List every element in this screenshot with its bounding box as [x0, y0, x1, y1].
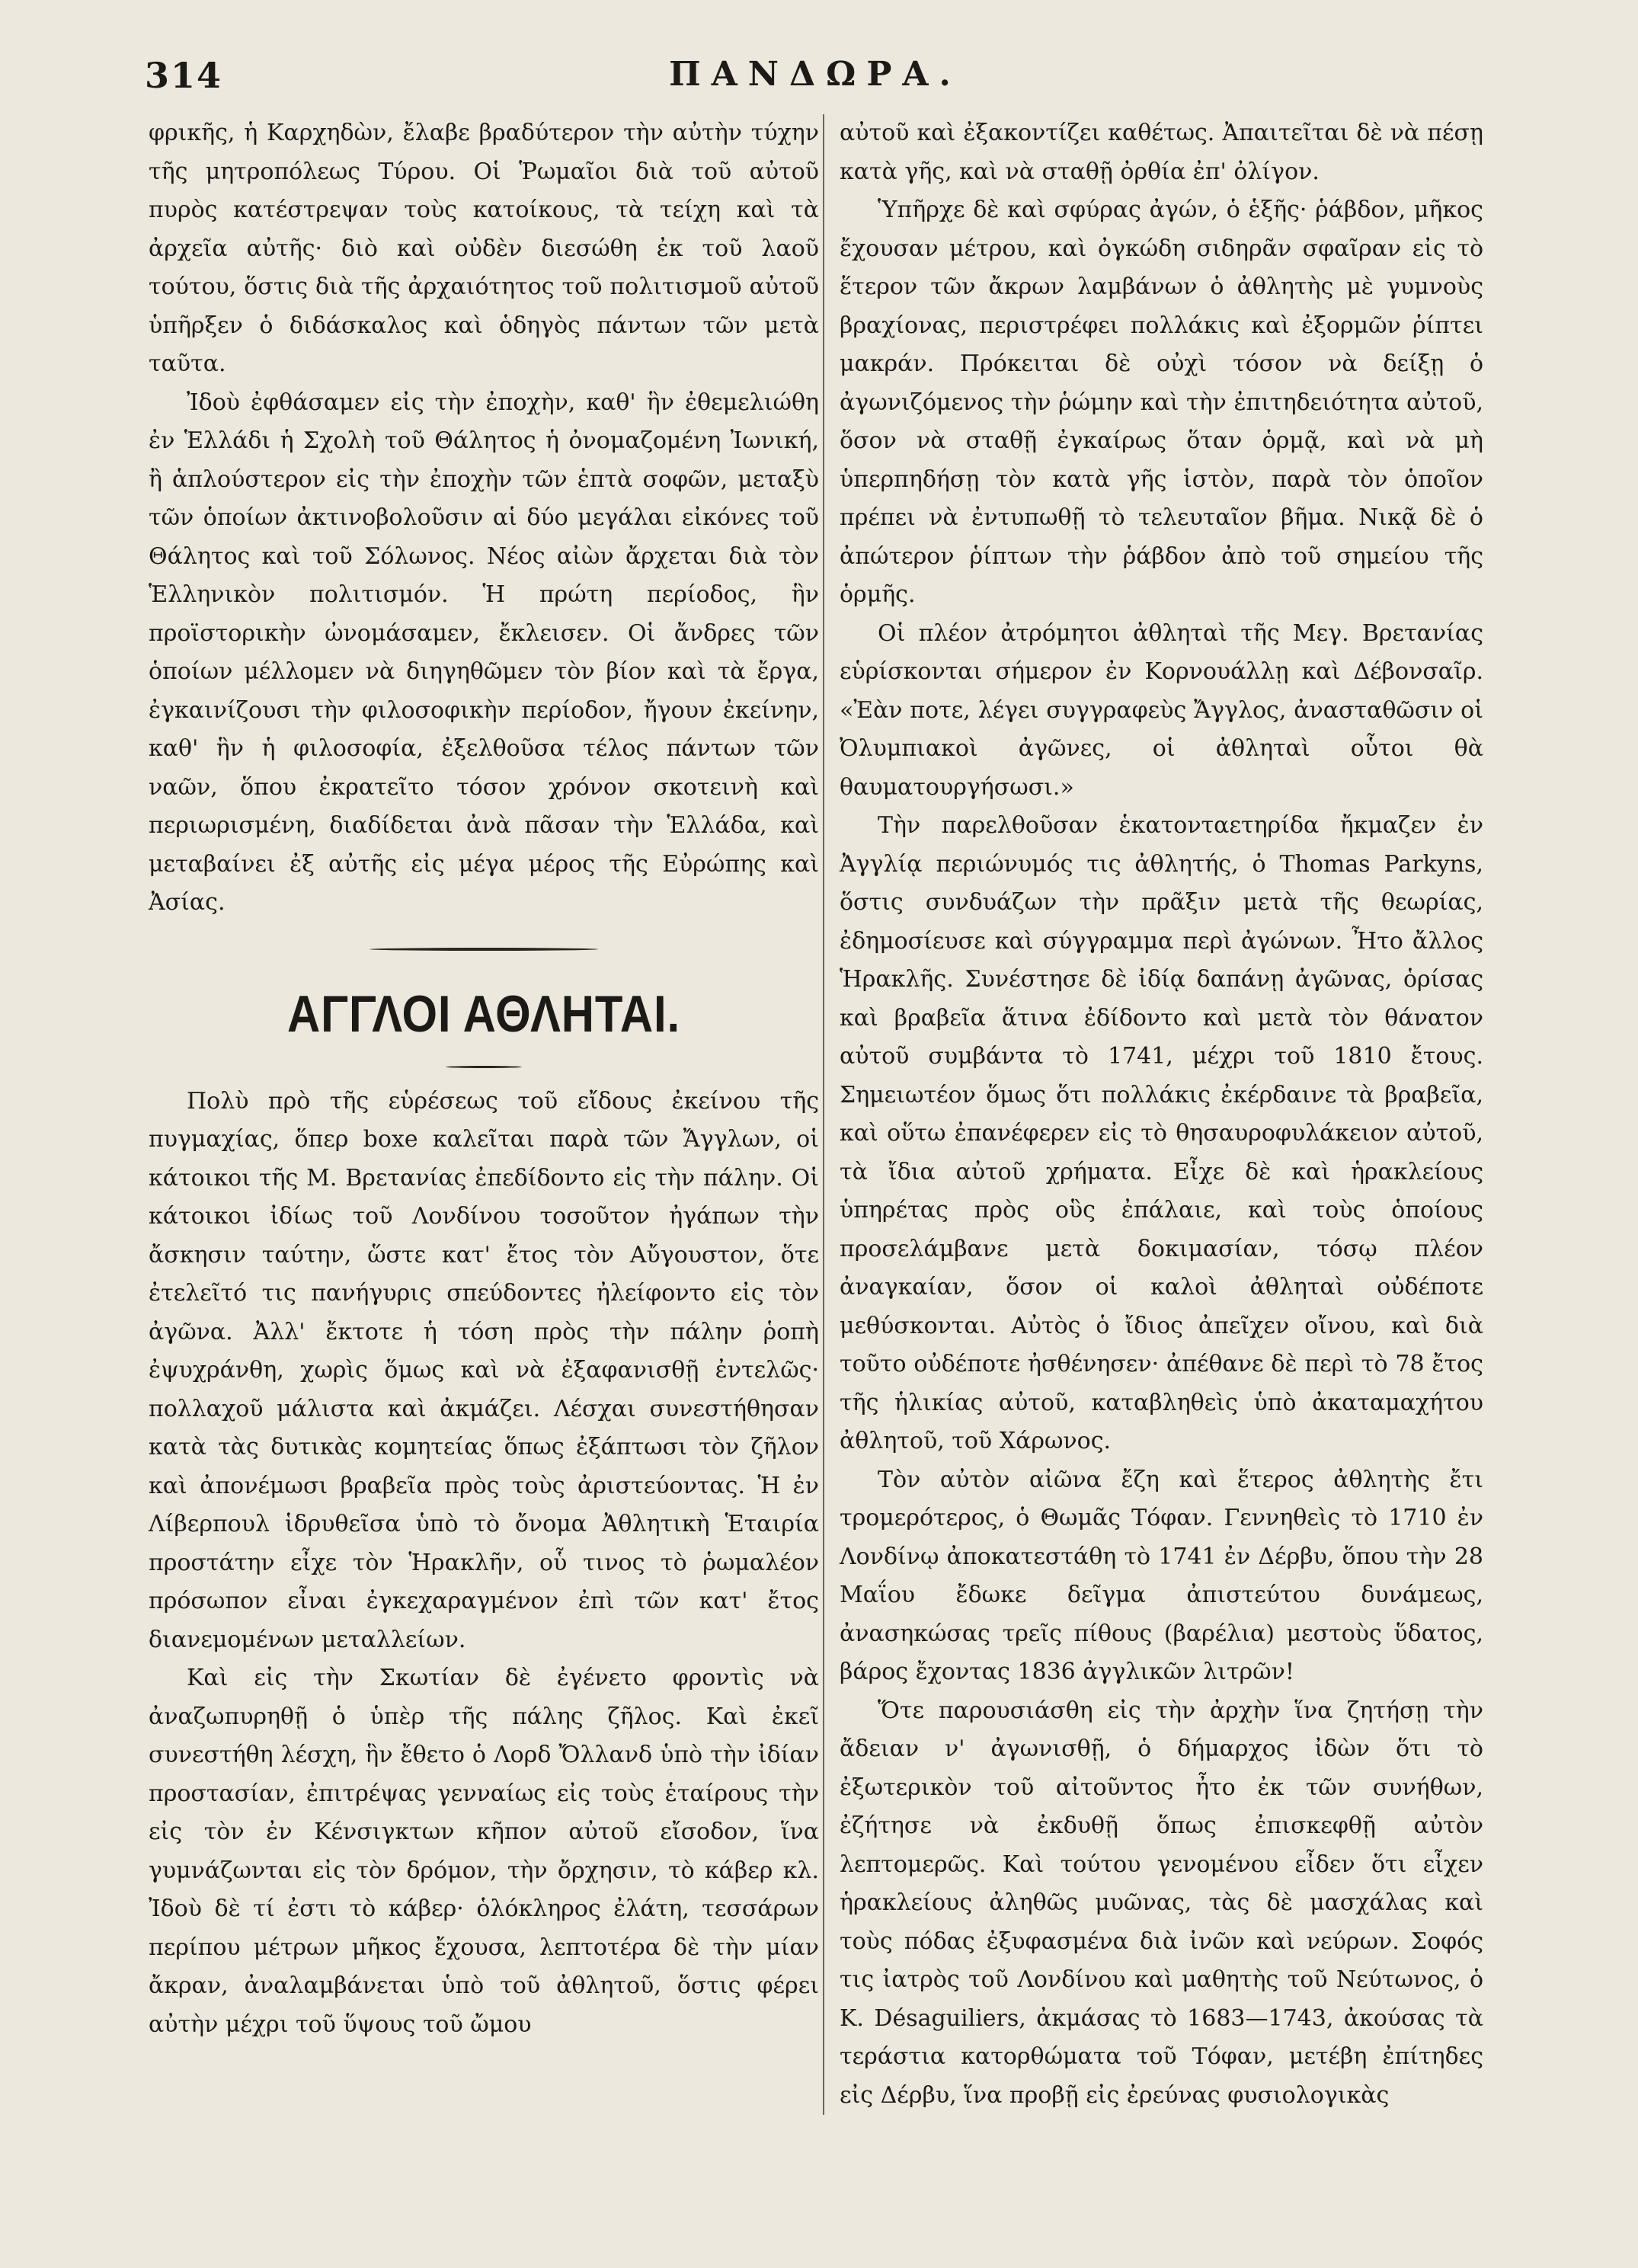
right-column — [823, 114, 1483, 2115]
right-paragraph-2: Ὑπῆρχε δὲ καὶ σφύρας ἀγών, ὁ ἑξῆς· ῥάβδον, μῆκος ἔχουσαν μέτρου, καὶ ὀγκώδη σιδηρᾶν σφαῖραν εἰς τὸ ἕτερον τῶν ἄκρων λαμβάνων ὁ ἀθλητὴς μὲ γυμνοὺς βραχίονας, περιστρέφει πολλάκις καὶ ἐξορμῶν ῥίπτει μακράν. Πρόκειται δὲ οὐχὶ τόσον νὰ δείξῃ ὁ ἀγωνιζόμενος τὴν ῥώμην καὶ τὴν ἐπιτηδειότητα αὐτοῦ, ὅσον νὰ σταθῇ ἐγκαίρως ὅταν ὁρμᾷ, καὶ νὰ μὴ ὑπερπηδήσῃ τὸν κατὰ γῆς ἱστὸν, παρὰ τὸν ὁποῖον πρέπει νὰ ἐντυπωθῇ τὸ τελευταῖον βῆμα. Νικᾷ δὲ ὁ ἀπώτερον ῥίπτων τὴν ῥάβδον ἀπὸ τοῦ σημείου τῆς ὁρμῆς. — [840, 197, 1483, 608]
section-divider — [149, 923, 819, 976]
left-paragraph-4: Καὶ εἰς τὴν Σκωτίαν δὲ ἐγένετο φροντὶς νὰ ἀναζωπυρηθῇ ὁ ὑπὲρ τῆς πάλης ζῆλος. Καὶ ἐκεῖ συνεστήθη λέσχη, ἣν ἔθετο ὁ Λορδ Ὄλλανδ ὑπὸ τὴν ἰδίαν προστασίαν, ἐπιτρέψας γενναίως εἰς τοὺς ἑταίρους τὴν εἰς τὸν ἐν Κένσιγκτων κῆπον αὐτοῦ εἴσοδον, ἵνα γυμνάζωνται εἰς τὸν δρόμον, τὴν ὄρχησιν, τὸ κάβερ κλ. Ἰδοὺ δὲ τί ἐστι τὸ κάβερ· ὁλόκληρος ἐλάτη, τεσσάρων περίπου μέτρων μῆκος ἔχουσα, λεπτοτέρα δὲ τὴν μίαν ἄκραν, ἀναλαμβάνεται ὑπὸ τοῦ ἀθλητοῦ, ὅστις φέρει αὐτὴν μέχρι τοῦ ὕψους τοῦ ὤμου — [149, 1665, 819, 2038]
left-paragraph-1: φρικῆς, ἡ Καρχηδὼν, ἔλαβε βραδύτερον τὴν αὐτὴν τύχην τῆς μητροπόλεως Τύρου. Οἱ Ῥωμαῖοι διὰ τοῦ αὐτοῦ πυρὸς κατέστρεψαν τοὺς κατοίκους, τὰ τείχη καὶ τὰ ἀρχεῖα αὐτῆς· διὸ καὶ οὐδὲν διεσώθη ἐκ τοῦ λαοῦ τούτου, ὅστις διὰ τῆς ἀρχαιότητος τοῦ πολιτισμοῦ αὐτοῦ ὑπῆρξεν ὁ διδάσκαλος καὶ ὁδηγὸς πάντων τῶν μετὰ ταῦτα. — [149, 120, 819, 377]
page-number: 314 — [145, 55, 223, 96]
left-paragraph-3: Πολὺ πρὸ τῆς εὑρέσεως τοῦ εἴδους ἐκείνου τῆς πυγμαχίας, ὅπερ boxe καλεῖται παρὰ τῶν Ἄγγλων, οἱ κάτοικοι τῆς Μ. Βρετανίας ἐπεδίδοντο εἰς τὴν πάλην. Οἱ κάτοικοι ἰδίως τοῦ Λονδίνου τοσοῦτον ἠγάπων τὴν ἄσκησιν ταύτην, ὥστε κατ' ἔτος τὸν Αὔγουστον, ὅτε ἐτελεῖτό τις πανήγυρις σπεύδοντες ἠλείφοντο εἰς τὸν ἀγῶνα. Ἀλλ' ἔκτοτε ἡ τόση πρὸς τὴν πάλην ῥοπὴ ἐψυχράνθη, χωρὶς ὅμως καὶ νὰ ἐξαφανισθῇ ἐντελῶς· πολλαχοῦ μάλιστα καὶ ἀκμάζει. Λέσχαι συνεστήθησαν κατὰ τὰς δυτικὰς κομητείας ὅπως ἐξάπτωσι τὸν ζῆλον καὶ ἀπονέμωσι βραβεῖα πρὸς τοὺς ἀριστεύοντας. Ἡ ἐν Λίβερπουλ ἱδρυθεῖσα ὑπὸ τὸ ὄνομα Ἀθλητικὴ Ἑταιρία προστάτην εἶχε τὸν Ἡρακλῆν, οὗ τινος τὸ ῥωμαλέον πρόσωπον εἶναι ἐγκεχαραγμένον ἐπὶ τῶν κατ' ἔτος διανεμομένων μεταλλείων. — [149, 1087, 819, 1653]
heading-underline — [149, 1052, 819, 1083]
left-paragraph-2: Ἰδοὺ ἐφθάσαμεν εἰς τὴν ἐποχὴν, καθ' ἣν ἐθεμελιώθη ἐν Ἑλλάδι ἡ Σχολὴ τοῦ Θάλητος ἡ ὀνομαζομένη Ἰωνική, ἢ ἁπλούστερον εἰς τὴν ἐποχὴν τῶν ἑπτὰ σοφῶν, μεταξὺ τῶν ὁποίων ἀκτινοβολοῦσιν αἱ δύο μεγάλαι εἰκόνες τοῦ Θάλητος καὶ τοῦ Σόλωνος. Νέος αἰὼν ἄρχεται διὰ τὸν Ἑλληνικὸν πολιτισμόν. Ἡ πρώτη περίοδος, ἣν προϊστορικὴν ὠνομάσαμεν, ἔκλεισεν. Οἱ ἄνδρες τῶν ὁποίων μέλλομεν νὰ διηγηθῶμεν τὸν βίον καὶ τὰ ἔργα, ἐγκαινίζουσι τὴν φιλοσοφικὴν περίοδον, ἤγουν ἐκείνην, καθ' ἣν ἡ φιλοσοφία, ἐξελθοῦσα τέλος πάντων τῶν ναῶν, ὅπου ἐκρατεῖτο τόσον χρόνον σκοτεινὴ καὶ περιωρισμένη, διαδίδεται ἀνὰ πᾶσαν τὴν Ἑλλάδα, καὶ μεταβαίνει ἐξ αὐτῆς εἰς μέγα μέρος τῆς Εὐρώπης καὶ Ἀσίας. — [149, 389, 819, 916]
right-paragraph-5: Τὸν αὐτὸν αἰῶνα ἔζη καὶ ἕτερος ἀθλητὴς ἔτι τρομερότερος, ὁ Θωμᾶς Τόφαν. Γεννηθεὶς τὸ 1710 ἐν Λονδίνῳ ἀποκατεστάθη τὸ 1741 ἐν Δέρβυ, ὅπου τὴν 28 Μαΐου ἔδωκε δεῖγμα ἀπιστεύτου δυνάμεως, ἀνασηκώσας τρεῖς πίθους (βαρέλια) μεστοὺς ὕδατος, βάρος ἔχοντας 1836 ἀγγλικῶν λιτρῶν! — [840, 1466, 1483, 1685]
right-paragraph-4: Τὴν παρελθοῦσαν ἑκατονταετηρίδα ἤκμαζεν ἐν Ἀγγλίᾳ περιώνυμός τις ἀθλητής, ὁ Thomas Parkyns, ὅστις συνδυάζων τὴν πρᾶξιν μετὰ τῆς θεωρίας, ἐδημοσίευσε καὶ σύγγραμμα περὶ ἀγώνων. Ἦτο ἄλλος Ἡρακλῆς. Συνέστησε δὲ ἰδίᾳ δαπάνῃ ἀγῶνας, ὁρίσας καὶ βραβεῖα ἅτινα ἐδίδοντο καὶ μετὰ τὸν θάνατον αὐτοῦ συμβάντα τὸ 1741, μέχρι τοῦ 1810 ἔτους. Σημειωτέον ὅμως ὅτι πολλάκις ἐκέρδαινε τὰ βραβεῖα, καὶ οὕτω ἐπανέφερεν εἰς τὸ θησαυροφυλάκειον αὐτοῦ, τὰ ἴδια αὐτοῦ χρήματα. Εἶχε δὲ καὶ ἡρακλείους ὑπηρέτας πρὸς οὓς ἐπάλαιε, καὶ τοὺς ὁποίους προσελάμβανε μετὰ δοκιμασίαν, τόσῳ πλέον ἀναγκαίαν, ὅσον οἱ καλοὶ ἀθληταὶ οὐδέποτε μεθύσκονται. Αὐτὸς ὁ ἴδιος ἀπεῖχεν οἴνου, καὶ διὰ τοῦτο οὐδέποτε ἠσθένησεν· ἀπέθανε δὲ περὶ τὸ 78 ἔτος τῆς ἡλικίας αὐτοῦ, καταβληθεὶς ὑπὸ ἀκαταμαχήτου ἀθλητοῦ, τοῦ Χάρωνος. — [840, 812, 1483, 1454]
right-paragraph-3: Οἱ πλέον ἀτρόμητοι ἀθληταὶ τῆς Μεγ. Βρετανίας εὑρίσκονται σήμερον ἐν Κορνουάλλῃ καὶ Δέβονσαῖρ. «Ἐὰν ποτε, λέγει συγγραφεὺς Ἄγγλος, ἀνασταθῶσιν οἱ Ὀλυμπιακοὶ ἀγῶνες, οἱ ἀθληταὶ οὗτοι θὰ θαυματουργήσωσι.» — [840, 619, 1483, 801]
right-paragraph-1: αὐτοῦ καὶ ἐξακοντίζει καθέτως. Ἀπαιτεῖται δὲ νὰ πέσῃ κατὰ γῆς, καὶ νὰ σταθῇ ὀρθία ἐπ' ὀλίγον. — [840, 120, 1483, 185]
ornamental-rule-small — [446, 1066, 522, 1068]
section-heading: ΑΓΓΛΟΙ ΑΘΛΗΤΑΙ. — [287, 984, 680, 1043]
page-header — [145, 55, 1486, 108]
running-title: ΠΑΝΔΩΡΑ. — [669, 55, 961, 94]
right-paragraph-6: Ὅτε παρουσιάσθη εἰς τὴν ἀρχὴν ἵνα ζητήσῃ τὴν ἄδειαν ν' ἀγωνισθῇ, ὁ δήμαρχος ἰδὼν ὅτι τὸ ἐξωτερικὸν τοῦ αἰτοῦντος ἦτο ἐκ τῶν συνήθων, ἐζήτησε νὰ ἐκδυθῇ ὅπως ἐπισκεφθῇ αὐτὸν λεπτομερῶς. Καὶ τούτου γενομένου εἶδεν ὅτι εἶχεν ἡρακλείους ἀληθῶς μυῶνας, τὰς δὲ μασχάλας καὶ τοὺς πόδας ἐξυφασμένα διὰ ἰνῶν καὶ νεύρων. Σοφός τις ἰατρὸς τοῦ Λονδίνου καὶ μαθητὴς τοῦ Νεύτωνος, ὁ Κ. Désaguiliers, ἀκμάσας τὸ 1683—1743, ἀκούσας τὰ τεράστια κατορθώματα τοῦ Τόφαν, μετέβη ἐπίτηδες εἰς Δέρβυ, ἵνα προβῇ εἰς ἐρεύνας φυσιολογικὰς — [840, 1697, 1483, 2109]
left-column — [149, 114, 819, 2044]
ornamental-rule — [370, 948, 598, 951]
